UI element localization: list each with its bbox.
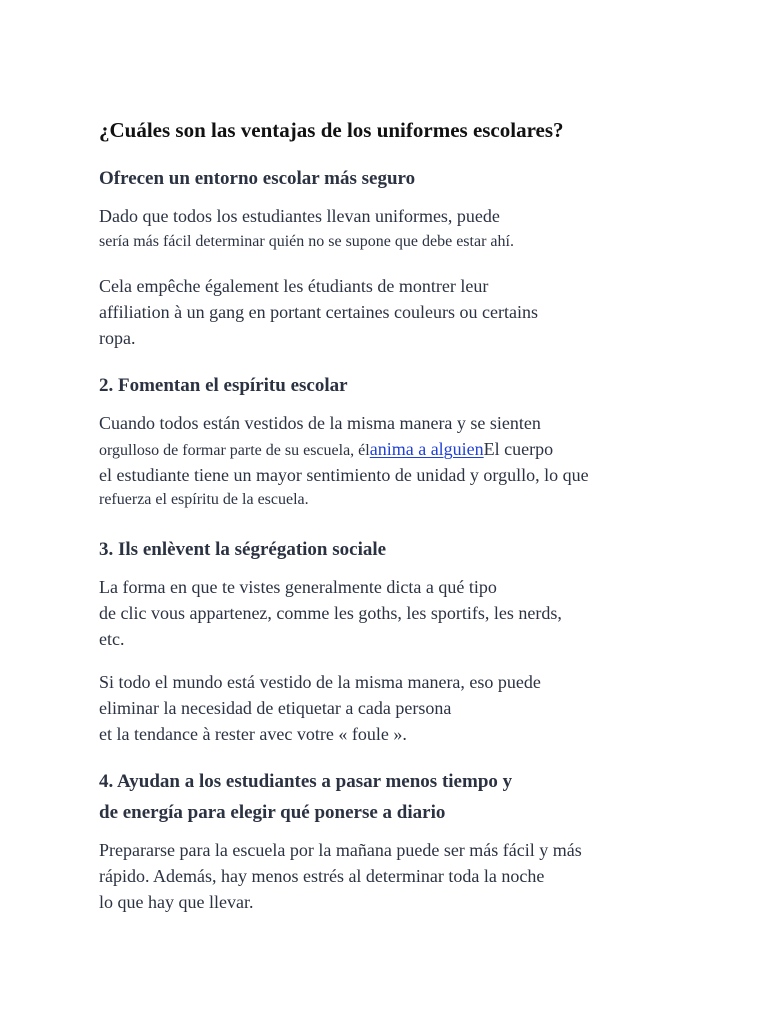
inline-link[interactable]: anima a alguien xyxy=(369,439,484,459)
paragraph-line: affiliation à un gang en portant certaines couleurs ou certains xyxy=(99,302,539,322)
paragraph-line: La forma en que te vistes generalmente dicta a qué tipo xyxy=(99,577,497,597)
paragraph-line: el estudiante tiene un mayor sentimiento de unidad y orgullo, lo que xyxy=(99,465,589,485)
paragraph-line: refuerza el espíritu de la escuela. xyxy=(99,491,309,508)
paragraph-line: Dado que todos los estudiantes llevan uniformes, puede xyxy=(99,206,500,226)
section-heading-3: 3. Ils enlèvent la ségrégation sociale xyxy=(99,539,387,560)
text-span: El cuerpo xyxy=(483,439,554,459)
paragraph-line: et la tendance à rester avec votre « foule ». xyxy=(99,724,407,744)
paragraph-line: rápido. Además, hay menos estrés al determinar toda la noche xyxy=(99,866,545,886)
paragraph-line: lo que hay que llevar. xyxy=(99,892,254,912)
paragraph-line-with-link xyxy=(99,439,553,460)
text-span: orgulloso de formar parte de su escuela, él xyxy=(99,442,370,459)
paragraph-line: de clic vous appartenez, comme les goths, les sportifs, les nerds, xyxy=(99,603,562,623)
section-heading-2: 2. Fomentan el espíritu escolar xyxy=(99,375,348,396)
paragraph-line: eliminar la necesidad de etiquetar a cada persona xyxy=(99,698,452,718)
paragraph-line: Si todo el mundo está vestido de la misma manera, eso puede xyxy=(99,672,541,692)
paragraph-line: etc. xyxy=(99,629,125,649)
section-heading-4: 4. Ayudan a los estudiantes a pasar menos tiempo y xyxy=(99,771,513,792)
paragraph-line: Prepararse para la escuela por la mañana puede ser más fácil y más xyxy=(99,840,582,860)
paragraph-line: Cela empêche également les étudiants de montrer leur xyxy=(99,276,489,296)
section-heading-4-cont: de energía para elegir qué ponerse a diario xyxy=(99,802,446,823)
paragraph-line: sería más fácil determinar quién no se supone que debe estar ahí. xyxy=(99,233,514,250)
paragraph-line: Cuando todos están vestidos de la misma manera y se sienten xyxy=(99,413,541,433)
paragraph-line: ropa. xyxy=(99,328,136,348)
page-title: ¿Cuáles son las ventajas de los uniformes escolares? xyxy=(99,118,564,142)
section-heading-1: Ofrecen un entorno escolar más seguro xyxy=(99,168,416,189)
